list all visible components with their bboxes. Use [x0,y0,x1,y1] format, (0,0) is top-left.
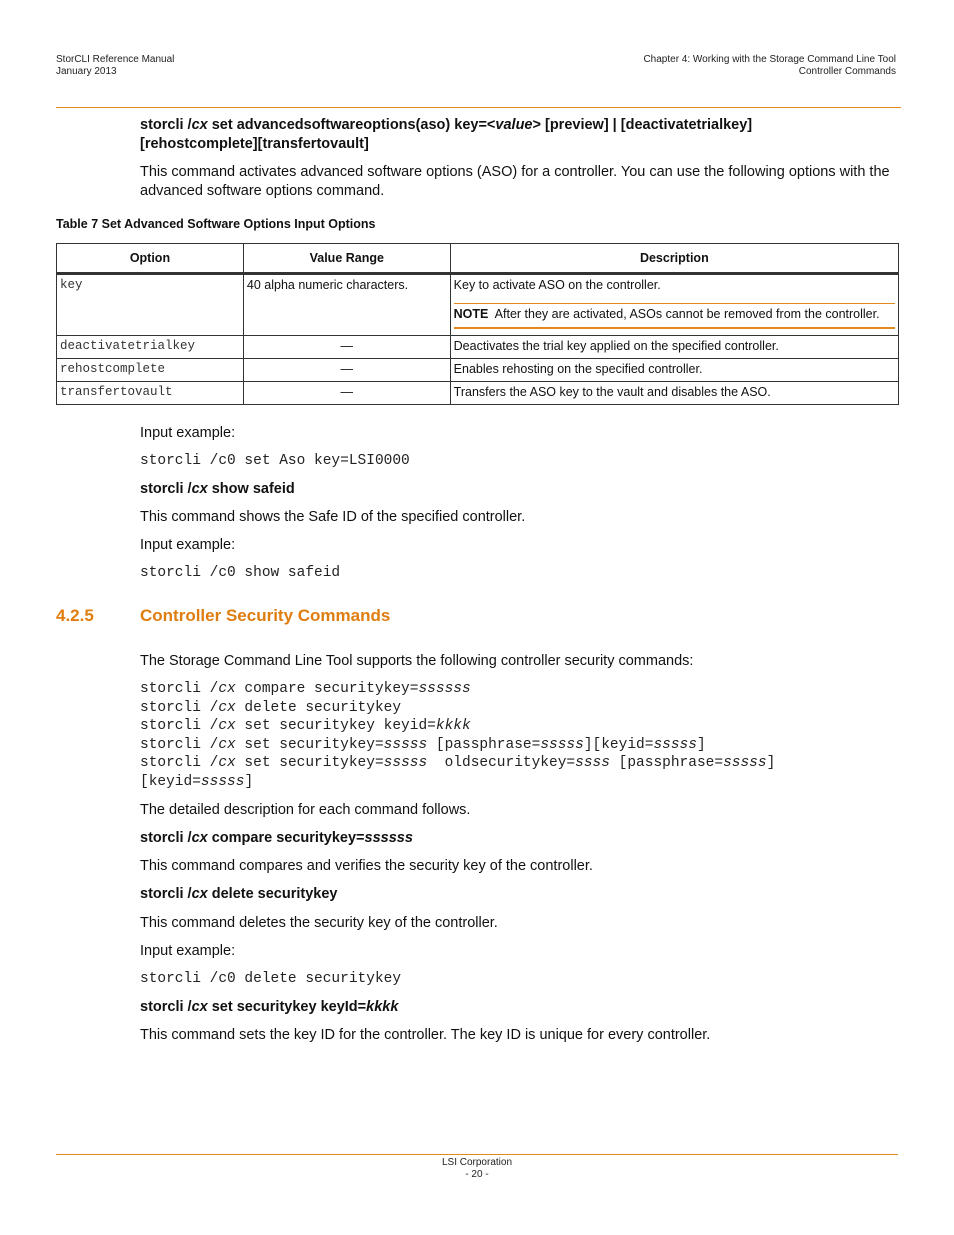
code-example: storcli /c0 show safeid [140,565,341,581]
footer-company: LSI Corporation [441,1157,513,1168]
description-cell: Enables rehosting on the specified controller. [450,359,898,382]
chapter-title: Chapter 4: Working with the Storage Command Line Tool [643,54,896,65]
column-header: Description [450,244,898,274]
input-example-label: Input example: [140,425,236,441]
table-row [57,336,899,359]
delete-command-heading: storcli /cx delete securitykey [140,886,338,902]
section-title: Controller Security Commands [140,606,391,625]
manual-title: StorCLI Reference Manual [56,54,175,65]
description-cell: Transfers the ASO key to the vault and disables the ASO. [450,382,898,405]
input-example-label: Input example: [140,943,236,959]
page-number: - 20 - [465,1169,489,1180]
footer-rule [56,1154,898,1155]
header-rule [56,107,901,108]
table-header-row [57,244,899,274]
code-example: storcli /c0 delete securitykey [140,971,402,987]
compare-description: This command compares and verifies the security key of the controller. [140,858,593,874]
aso-options-table [56,243,899,405]
safeid-description: This command shows the Safe ID of the specified controller. [140,509,526,525]
detailed-description-note: The detailed description for each command follows. [140,802,471,818]
range-cell: 40 alpha numeric characters. [243,274,450,336]
section-intro: The Storage Command Line Tool supports the following controller security commands: [140,653,694,669]
aso-description: This command activates advanced software options (ASO) for a controller. You can use the following options with the advanced software options command. [140,164,890,199]
option-cell: rehostcomplete [57,359,244,382]
compare-command-heading: storcli /cx compare securitykey=ssssss [140,830,413,846]
manual-date: January 2013 [56,66,117,77]
section-name: Controller Commands [798,66,896,77]
safeid-command-heading: storcli /cx show safeid [140,481,295,497]
footer [377,1157,577,1181]
option-cell: deactivatetrialkey [57,336,244,359]
input-example-label: Input example: [140,537,236,553]
header-left [56,54,174,78]
range-cell: — [243,359,450,382]
aso-command-heading: storcli /cx set advancedsoftwareoptions(aso) key=<value> [preview] | [deactivatetrialkey] [rehostcomplete][transfertovault] [140,117,753,152]
range-cell: — [243,382,450,405]
column-header: Value Range [243,244,450,274]
column-header: Option [57,244,244,274]
setkeyid-description: This command sets the key ID for the controller. The key ID is unique for every controller. [140,1027,711,1043]
table-row [57,274,899,336]
table-caption: Table 7 Set Advanced Software Options Input Options [56,217,376,231]
table-row [57,359,899,382]
note-box: NOTE After they are activated, ASOs cannot be removed from the controller. [454,303,895,329]
code-example: storcli /c0 set Aso key=LSI0000 [140,453,410,469]
header-right [643,54,896,78]
delete-description: This command deletes the security key of the controller. [140,915,498,931]
security-commands-code-block: storcli /cx compare securitykey=ssssss storcli /cx delete securitykey storcli /cx set securitykey keyid=kkkk storcli /cx set securitykey=sssss [passphrase=sssss][keyid=sssss] storcli /cx set securitykey=sssss oldsecuritykey=ssss [passphrase=sssss] [keyid=sssss] [140,681,776,790]
range-cell: — [243,336,450,359]
setkeyid-command-heading: storcli /cx set securitykey keyId=kkkk [140,999,399,1015]
description-cell: Deactivates the trial key applied on the specified controller. [450,336,898,359]
section-number: 4.2.5 [56,606,94,625]
table-row [57,382,899,405]
option-cell: transfertovault [57,382,244,405]
description-cell: Key to activate ASO on the controller. NOTE After they are activated, ASOs cannot be removed from the controller. [450,274,898,336]
option-cell: key [57,274,244,336]
